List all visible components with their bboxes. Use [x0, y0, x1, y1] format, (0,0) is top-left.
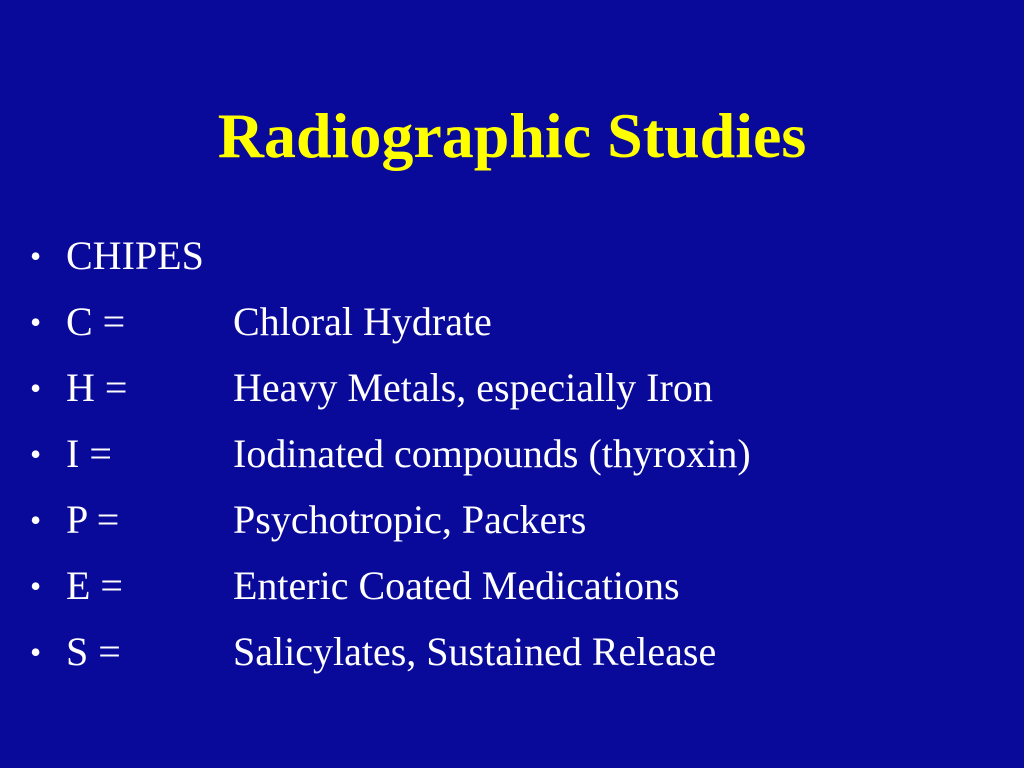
bullet-item-h — [30, 355, 1010, 421]
bullet-definition: Chloral Hydrate — [233, 299, 492, 344]
bullet-definition: Heavy Metals, especially Iron — [233, 365, 713, 410]
bullet-icon: • — [30, 502, 42, 538]
bullet-item-e — [30, 553, 1010, 619]
bullet-letter: P = — [66, 497, 120, 542]
bullet-icon: • — [30, 568, 42, 604]
bullet-icon: • — [30, 370, 42, 406]
bullet-list — [30, 223, 1010, 685]
bullet-definition: Salicylates, Sustained Release — [233, 629, 717, 674]
bullet-heading: CHIPES — [66, 233, 204, 278]
bullet-item-s — [30, 619, 1010, 685]
bullet-item-c — [30, 289, 1010, 355]
bullet-icon: • — [30, 238, 42, 274]
bullet-letter: I = — [66, 431, 112, 476]
bullet-letter: H = — [66, 365, 128, 410]
bullet-icon: • — [30, 634, 42, 670]
bullet-letter: C = — [66, 299, 126, 344]
bullet-icon: • — [30, 304, 42, 340]
bullet-icon: • — [30, 436, 42, 472]
slide-title: Radiographic Studies — [217, 100, 807, 171]
bullet-letter: E = — [66, 563, 123, 608]
bullet-item-p — [30, 487, 1010, 553]
bullet-item-chipes — [30, 223, 1010, 289]
bullet-letter: S = — [66, 629, 121, 674]
bullet-item-i — [30, 421, 1010, 487]
bullet-definition: Psychotropic, Packers — [233, 497, 587, 542]
bullet-definition: Iodinated compounds (thyroxin) — [233, 431, 751, 476]
bullet-definition: Enteric Coated Medications — [233, 563, 680, 608]
